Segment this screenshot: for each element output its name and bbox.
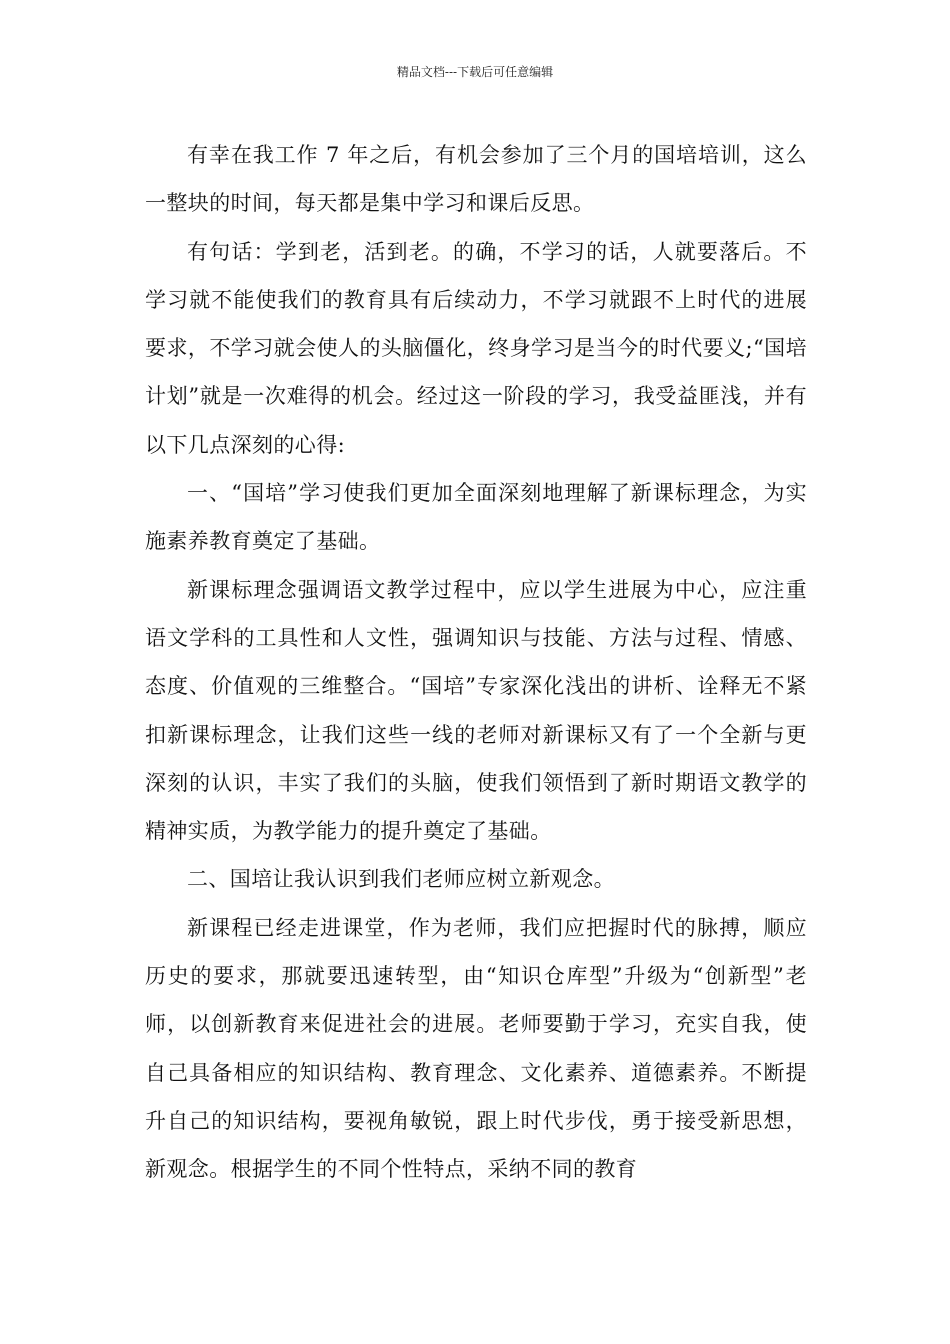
document-body	[145, 131, 807, 1194]
section-heading-1: 一、“国培”学习使我们更加全面深刻地理解了新课标理念，为实施素养教育奠定了基础。	[145, 481, 807, 554]
page-header: 精品文档---下载后可任意编辑	[396, 65, 554, 79]
paragraph-3: 新课标理念强调语文教学过程中，应以学生进展为中心，应注重语文学科的工具性和人文性，强调知识与技能、方法与过程、情感、态度、价值观的三维整合。“国培”专家深化浅出的讲析、诠释无不紧扣新课标理念，让我们这些一线的老师对新课标又有了一个全新与更深刻的认识，丰实了我们的头脑，使我们领悟到了新时期语文教学的精神实质，为教学能力的提升奠定了基础。	[145, 577, 807, 844]
paragraph-2: 有句话：学到老，活到老。的确，不学习的话，人就要落后。不学习就不能使我们的教育具有后续动力，不学习就跟不上时代的进展要求，不学习就会使人的头脑僵化，终身学习是当今的时代要义;“国培计划”就是一次难得的机会。经过这一阶段的学习，我受益匪浅，并有以下几点深刻的心得:	[145, 239, 807, 457]
paragraph-4: 新课程已经走进课堂，作为老师，我们应把握时代的脉搏，顺应历史的要求，那就要迅速转型，由“知识仓库型”升级为“创新型”老师，以创新教育来促进社会的进展。老师要勤于学习，充实自我，使自己具备相应的知识结构、教育理念、文化素养、道德素养。不断提升自己的知识结构，要视角敏锐，跟上时代步伐，勇于接受新思想，新观念。根据学生的不同个性特点，采纳不同的教育	[145, 915, 807, 1182]
paragraph-1: 有幸在我工作 7 年之后，有机会参加了三个月的国培培训，这么一整块的时间，每天都是集中学习和课后反思。	[145, 143, 807, 216]
section-heading-2: 二、国培让我认识到我们老师应树立新观念。	[187, 867, 615, 892]
